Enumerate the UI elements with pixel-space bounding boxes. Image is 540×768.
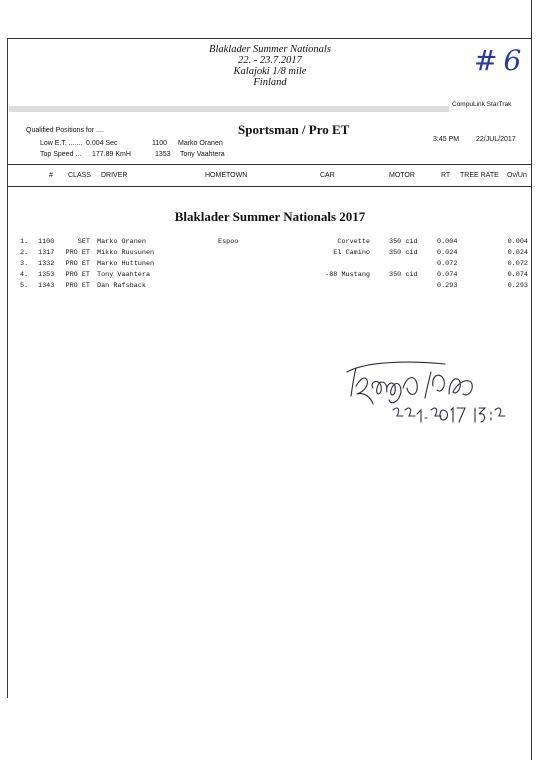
row-driver: Tony Vaahtera [97, 271, 151, 279]
row-car: -88 Mustang [325, 271, 370, 279]
col-car: CAR [320, 172, 335, 179]
col-hometown: HOMETOWN [205, 172, 248, 179]
row-rt: 0.293 [437, 282, 458, 290]
row-ov-un: 0.293 [507, 282, 528, 290]
row-car-number: 1332 [38, 260, 55, 268]
top-speed-car: 1353 [155, 151, 171, 158]
col-num: # [49, 172, 53, 179]
row-motor: 350 cid [389, 238, 418, 246]
report-time: 3:45 PM [433, 136, 460, 143]
table-row [0, 260, 540, 271]
col-motor: MOTOR [389, 172, 415, 179]
row-rt: 0.074 [437, 271, 458, 279]
qualified-label: Qualified Positions for .... [26, 127, 104, 134]
row-class: PRO ET [65, 271, 90, 279]
row-ov-un: 0.024 [507, 249, 528, 257]
col-rt: RT [441, 172, 451, 179]
top-speed-driver: Tony Vaahtera [180, 151, 225, 158]
row-car-number: 1343 [38, 282, 55, 290]
header-venue: Kalajoki 1/8 mile [233, 66, 307, 77]
low-et-driver: Marko Oranen [178, 140, 223, 147]
row-driver: Marko Oranen [97, 238, 146, 246]
row-rt: 0.004 [437, 238, 458, 246]
row-car-number: 1317 [38, 249, 55, 257]
table-row [0, 271, 540, 282]
col-class: CLASS [68, 172, 91, 179]
table-row [0, 282, 540, 293]
table-row [0, 238, 540, 249]
row-motor: 350 cid [389, 249, 418, 257]
top-speed-value: 177.89 KmH [92, 151, 131, 158]
col-tree-rate: TREE RATE [460, 172, 499, 179]
dotted-separator [9, 106, 449, 112]
top-speed-label: Top Speed ... [40, 151, 82, 158]
row-driver: Mikko Ruusunen [97, 249, 155, 257]
row-hometown: Espoo [218, 238, 239, 246]
header-title: Blaklader Summer Nationals [209, 44, 331, 55]
row-position: 2. [20, 249, 29, 257]
row-ov-un: 0.074 [507, 271, 528, 279]
col-driver: DRIVER [101, 172, 128, 179]
table-header-bottom-rule [8, 186, 531, 187]
col-ov-un: Ov/Un [507, 172, 527, 179]
signature [345, 358, 515, 443]
row-class: SET [77, 238, 90, 246]
row-car-number: 1100 [38, 238, 55, 246]
system-name: CompuLink StarTrak [452, 101, 512, 108]
row-car: Corvette [337, 238, 370, 246]
row-car-number: 1353 [38, 271, 55, 279]
handwritten-number: #6 [474, 44, 528, 77]
event-title: Sportsman / Pro ET [238, 122, 350, 137]
row-position: 5. [20, 282, 29, 290]
header-country: Finland [253, 77, 287, 88]
low-et-value: 0.004 Sec [86, 140, 118, 147]
table-header-top-rule [8, 164, 531, 165]
row-rt: 0.024 [437, 249, 458, 257]
row-driver: Marko Huttunen [97, 260, 155, 268]
low-et-car: 1100 [152, 140, 168, 147]
row-car: El Camino [333, 249, 370, 257]
row-driver: Dan Rafsback [97, 282, 146, 290]
results-title: Blaklader Summer Nationals 2017 [174, 209, 366, 224]
row-ov-un: 0.004 [507, 238, 528, 246]
low-et-label: Low E.T. ....... [40, 140, 83, 147]
row-class: PRO ET [65, 282, 90, 290]
right-border [531, 0, 532, 760]
report-date: 22/JUL/2017 [476, 136, 516, 143]
row-position: 1. [20, 238, 29, 246]
table-row [0, 249, 540, 260]
header-dates: 22. - 23.7.2017 [238, 55, 302, 66]
row-class: PRO ET [65, 260, 90, 268]
left-border [7, 38, 8, 698]
row-rt: 0.072 [437, 260, 458, 268]
row-class: PRO ET [65, 249, 90, 257]
row-position: 3. [20, 260, 29, 268]
row-ov-un: 0.072 [507, 260, 528, 268]
top-border [7, 38, 531, 39]
row-position: 4. [20, 271, 29, 279]
row-motor: 350 cid [389, 271, 418, 279]
